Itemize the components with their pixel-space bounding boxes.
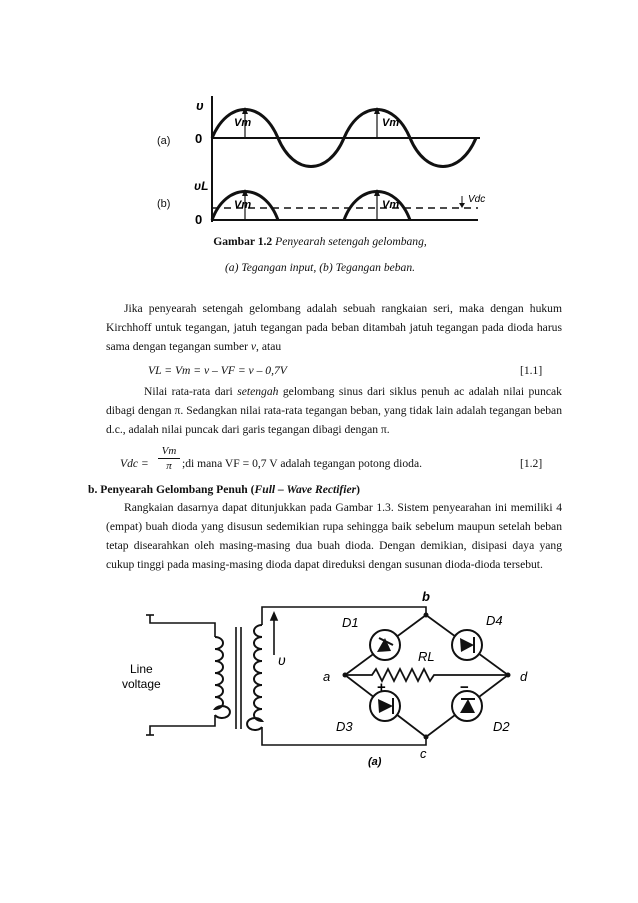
transformer-core	[236, 627, 241, 729]
equation-1-1: VL = Vm = v – VF = v – 0,7V	[148, 364, 287, 377]
equation-1-2-lhs: Vdc =	[120, 457, 149, 470]
section-b-paragraph: Rangkaian dasarnya dapat ditunjukkan pada Gambar 1.3. Sistem penyearahan ini memiliki 4 (empat) buah dioda yang disusun sedemikian rupa sehingga baik sebelum maupun setelah beban tetap disearahkan oleh masing-masing dua buah dioda. Dengan demikian, disipasi daya yang cukup tinggi pada masing-masing dioda dapat direduksi dengan susunan dioda-dioda tersebut.	[106, 501, 562, 571]
equation-1-2-number: [1.2]	[520, 457, 543, 470]
caption-title: Penyearah setengah gelombang,	[275, 235, 427, 248]
paragraph-2-part1: Nilai rata-rata dari	[144, 385, 238, 398]
primary-coil	[215, 637, 230, 718]
figure-label-a: (a)	[157, 135, 171, 147]
diode-d1	[370, 630, 400, 660]
load-waveform-graph	[194, 179, 485, 227]
node-c-label: c	[420, 746, 427, 761]
plus-sign: +	[377, 679, 386, 696]
paragraph-1	[106, 299, 562, 356]
y-label-b: υL	[194, 179, 209, 193]
diode-d4	[452, 630, 482, 660]
secondary-coil	[247, 625, 262, 730]
fraction-denominator: π	[166, 460, 172, 472]
paragraph-1-text: Jika penyearah setengah gelombang adalah sebuah rangkaian seri, maka dengan hukum Kirchhoff untuk tegangan, jatuh tegangan pada beban ditambah jatuh tegangan pada dioda harus sama dengan tegangan sumber	[106, 302, 562, 353]
caption-figure-number: Gambar 1.2	[213, 235, 273, 248]
section-b-heading-italic: Full – Wave Rectifier	[254, 483, 357, 496]
peak-label-a2: Vm	[382, 117, 400, 129]
minus-sign: −	[460, 679, 469, 696]
figure-caption-line2: (a) Tegangan input, (b) Tegangan beban.	[224, 261, 416, 274]
d2-label: D2	[493, 719, 510, 734]
origin-label-b: 0	[195, 212, 203, 227]
peak-label-b2: Vm	[382, 199, 400, 211]
y-label-a: υ	[196, 98, 204, 113]
section-b-heading	[88, 480, 360, 499]
fraction-numerator: Vm	[158, 444, 180, 459]
figure-caption-line1	[120, 232, 520, 251]
waveform-figure	[0, 0, 638, 230]
primary-circuit	[146, 615, 215, 735]
node-d-label: d	[520, 669, 528, 684]
d4-label: D4	[486, 613, 503, 628]
rl-label: RL	[418, 649, 435, 664]
node-b-label: b	[422, 589, 430, 604]
section-b-heading-prefix: b. Penyearah Gelombang Penuh (	[88, 483, 255, 496]
peak-label-a1: Vm	[234, 117, 252, 129]
peak-label-b1: Vm	[234, 199, 252, 211]
equation-1-2-fraction	[158, 444, 180, 473]
paragraph-2-part2: gelombang sinus dari siklus penuh ac adalah nilai puncak dibagi dengan π. Sedangkan nilai rata-rata tegangan beban, yang tidak lain adalah tegangan beban d.c., adalah nilai puncak dari garis tegangan dibagi dengan π.	[106, 385, 562, 436]
bridge	[345, 615, 508, 737]
paragraph-1-tail: , atau	[256, 340, 282, 353]
line-voltage-label-1: Line	[130, 662, 153, 676]
secondary-voltage-label: υ	[278, 652, 286, 668]
figure2-caption: (a)	[368, 756, 382, 768]
bridge-rectifier-figure	[0, 585, 638, 770]
line-voltage-label-2: voltage	[122, 677, 161, 691]
equation-1-2-text: ;di mana VF = 0,7 V adalah tegangan potong dioda.	[182, 457, 422, 470]
section-b-heading-suffix: )	[356, 483, 361, 496]
node-a-label: a	[323, 669, 331, 684]
equation-1-1-number: [1.1]	[520, 364, 543, 377]
paragraph-2	[106, 382, 562, 439]
paragraph-1-var: v	[250, 340, 257, 353]
paragraph-2-italic: setengah	[237, 385, 279, 398]
d1-label: D1	[342, 615, 359, 630]
d3-label: D3	[336, 719, 353, 734]
figure-label-b: (b)	[157, 198, 171, 210]
input-waveform-graph	[195, 96, 480, 180]
dc-label: Vdc	[468, 194, 486, 205]
load-resistor	[345, 669, 508, 681]
origin-label-a: 0	[195, 131, 203, 146]
